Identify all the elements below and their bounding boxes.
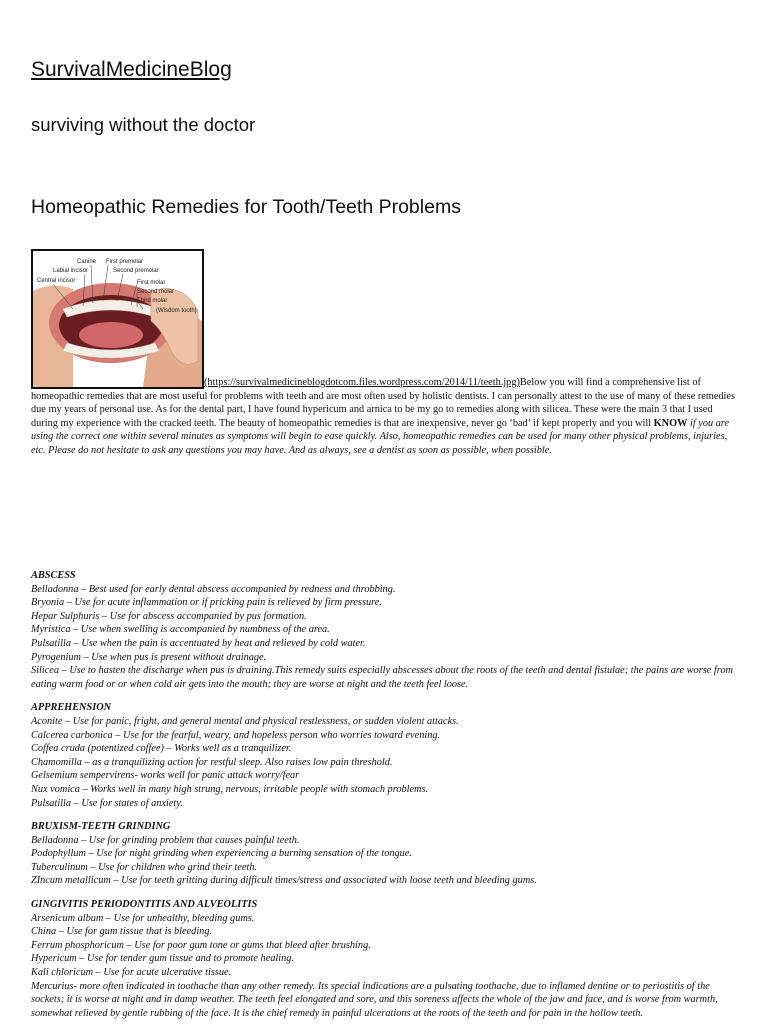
list-item: ZIncum metallicum – Use for teeth gritting during difficult times/stress and associated with loose teeth and bleeding gums. [31, 875, 537, 887]
image-link[interactable]: (https://survivalmedicineblogdotcom.files.wordpress.com/2014/11/teeth.jpg) [204, 377, 520, 388]
post-title: Homeopathic Remedies for Tooth/Teeth Problems [31, 196, 461, 218]
list-item: Bryonia – Use for acute inflammation or if pricking pain is relieved by firm pressure. [31, 597, 382, 609]
list-item: Pyrogenium – Use when pus is present without drainage. [31, 651, 267, 663]
figure-label-labial-incisor: Labial incisor [53, 268, 89, 274]
list-item: Chamomilla – as a tranquilizing action for restful sleep. Also raises low pain threshold. [31, 756, 393, 768]
list-item: Arsenicum album – Use for unhealthy, bleeding gums. [31, 912, 255, 924]
figure-label-second-molar: Second molar [137, 289, 175, 295]
list-item: Silicea – Use to hasten the discharge when pus is draining.This remedy suits especially abscesses about the roots of the teeth and dental fistulae; the pains are worse from eating warm food or or when cold air gets into the mouth; they are worse at night and the teeth feel loose. [31, 665, 733, 690]
list-item: Coffea cruda (potentized coffee) – Works well as a tranquilizer. [31, 743, 292, 755]
figure-label-first-premolar: First premolar [106, 259, 144, 265]
list-item: China – Use for gum tissue that is bleeding. [31, 926, 213, 938]
site-tagline: surviving without the doctor [31, 114, 256, 135]
list-item: Aconite – Use for panic, fright, and general mental and physical restlessness, or sudden violent attacks. [31, 715, 459, 727]
list-item: Gelsemium sempervirens- works well for panic attack worry/fear [31, 770, 300, 782]
figure-label-first-molar: First molar [137, 280, 166, 286]
section-bruxism [31, 820, 739, 888]
teeth-diagram-image[interactable] [31, 249, 204, 389]
figure-label-second-premolar: Second premolar [113, 268, 159, 274]
list-item: Pulsatilla – Use when the pain is accentuated by heat and relieved by cold water. [31, 637, 366, 649]
section-gingivitis [31, 898, 739, 1020]
section-abscess [31, 569, 739, 691]
list-item: Podophyllum – Use for night grinding when experiencing a burning sensation of the tongue. [31, 848, 412, 860]
list-item: Kali chloricum – Use for acute ulcerative tissue. [31, 967, 232, 979]
intro-bold: KNOW [653, 417, 688, 429]
list-item: Pulsatilla – Use for states of anxiety. [31, 797, 183, 809]
figure-label-wisdom-tooth: (Wisdom tooth) [156, 308, 197, 314]
list-item: Belladonna – Best used for early dental abscess accompanied by redness and throbbing. [31, 583, 396, 595]
section-heading: APPREHENSION [31, 702, 112, 714]
list-item: Calcerea carbonica – Use for the fearful, weary, and hopeless person who worries toward evening. [31, 729, 441, 741]
section-heading: BRUXISM-TEETH GRINDING [31, 821, 171, 833]
list-item: Belladonna – Use for grinding problem that causes painful teeth. [31, 834, 300, 846]
figure-label-canine: Canine [77, 259, 97, 265]
list-item: Ferrum phosphoricum – Use for poor gum tone or gums that bleed after brushing. [31, 939, 371, 951]
list-item: Nux vomica – Works well in many high strung, nervous, irritable people with stomach problems. [31, 783, 429, 795]
teeth-diagram-svg [33, 251, 202, 387]
remedy-sections [31, 569, 739, 1030]
figure-spacer [31, 384, 204, 385]
figure-label-third-molar: Third molar [137, 298, 168, 304]
intro-text: Below you will find a comprehensive list of homeopathic remedies that are most useful for problems with teeth and are most often used by holistic dentists. I can personally attest to the use of many of these remedies due my years of personal use. As for the dental part, I have found hypericum and arnica to be my go to remedies along with silicea. These were the main 3 that I used during my experience with the cracked teeth. The beauty of homeopathic remedies is that are inexpensive, never go ‘bad’ if kept properly and you will [31, 377, 735, 429]
section-heading: ABSCESS [31, 570, 76, 581]
list-item: Mercurius- more often indicated in toothache than any other remedy. Its special indications are a pulsating toothache, due to inflamed dentine or to periostitis of the sockets; it is worse at night and in damp weather. The teeth feel elongated and sore, and this soreness affects the whole of the jaw and face, and is worse from warmth, somewhat relieved by gentle rubbing of the face. It is the chief remedy in painful ulcerations at the roots of the teeth and for pain in the hollow teeth. [31, 980, 718, 1019]
figure-label-central-incisor: Central incisor [37, 278, 76, 284]
intro-italic: if you are using the correct one within several minutes as symptoms will begin to ease quickly. Also, homeopathic remedies can be used for many other physical problems, injuries, etc. Please do not hesitate to ask any questions you may have. And as always, see a dentist as soon as possible, when possible. [31, 417, 730, 456]
list-item: Hypericum – Use for tender gum tissue and to promote healing. [31, 953, 295, 965]
list-item: Tuberculinum – Use for children who grind their teeth. [31, 861, 258, 873]
post-intro [31, 376, 739, 458]
list-item: Hepar Sulphuris – Use for abscess accompanied by pus formation. [31, 610, 307, 622]
site-title-link[interactable]: SurvivalMedicineBlog [31, 58, 232, 81]
section-heading: GINGIVITIS PERIODONTITIS AND ALVEOLITIS [31, 899, 258, 911]
list-item: Myristica – Use when swelling is accompanied by numbness of the area. [31, 624, 330, 636]
section-apprehension [31, 701, 739, 810]
